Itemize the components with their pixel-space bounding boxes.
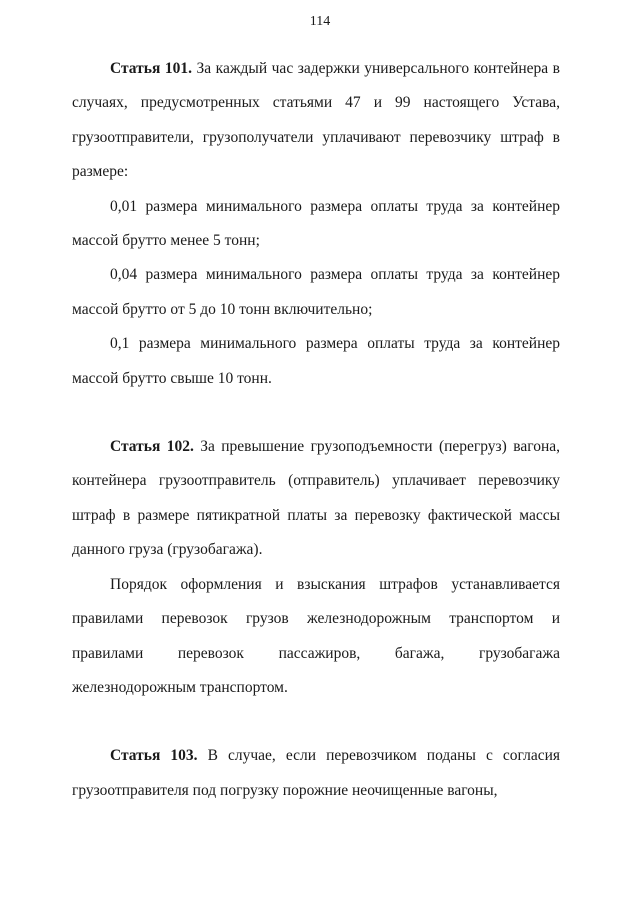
section-spacer: [72, 705, 560, 739]
article-102-paragraph-2: Порядок оформления и взыскания штрафов устанавливается правилами перевозок грузов железнодорожным транспортом и правилами перевозок пассажиров, багажа, грузобагажа железнодорожным транспортом.: [72, 575, 560, 696]
article-103-paragraph: [72, 739, 560, 808]
article-103-label: Статья 103.: [110, 747, 198, 765]
article-101-label: Статья 101.: [110, 60, 192, 77]
article-101-item-3: 0,1 размера минимального размера оплаты труда за контейнер массой брутто свыше 10 тонн.: [72, 335, 560, 387]
article-102-label: Статья 102.: [110, 438, 194, 456]
page-number: 114: [309, 14, 331, 29]
article-101-item-1: 0,01 размера минимального размера оплаты труда за контейнер массой брутто менее 5 тонн;: [72, 197, 560, 250]
article-101-item-2: 0,04 размера минимального размера оплаты труда за контейнер массой брутто от 5 до 10 тонн включительно;: [72, 266, 560, 318]
section-spacer: [72, 396, 560, 430]
article-103-text: В случае, если перевозчиком поданы с согласия грузоотправителя под погрузку порожние неочищенные вагоны,: [72, 747, 560, 799]
document-body: [72, 52, 560, 808]
article-101-text: За каждый час задержки универсального контейнера в случаях, предусмотренных статьями 47 и 99 настоящего Устава, грузоотправители, грузополучатели уплачивают перевозчику штраф в размере:: [72, 60, 560, 181]
article-102-text: За превышение грузоподъемности (перегруз) вагона, контейнера грузоотправитель (отправитель) уплачивает перевозчику штраф в размере пятикратной платы за перевозку фактической массы данного груза (грузобагажа).: [72, 438, 560, 559]
article-102-paragraph: [72, 430, 560, 568]
article-101-paragraph: [72, 52, 560, 190]
